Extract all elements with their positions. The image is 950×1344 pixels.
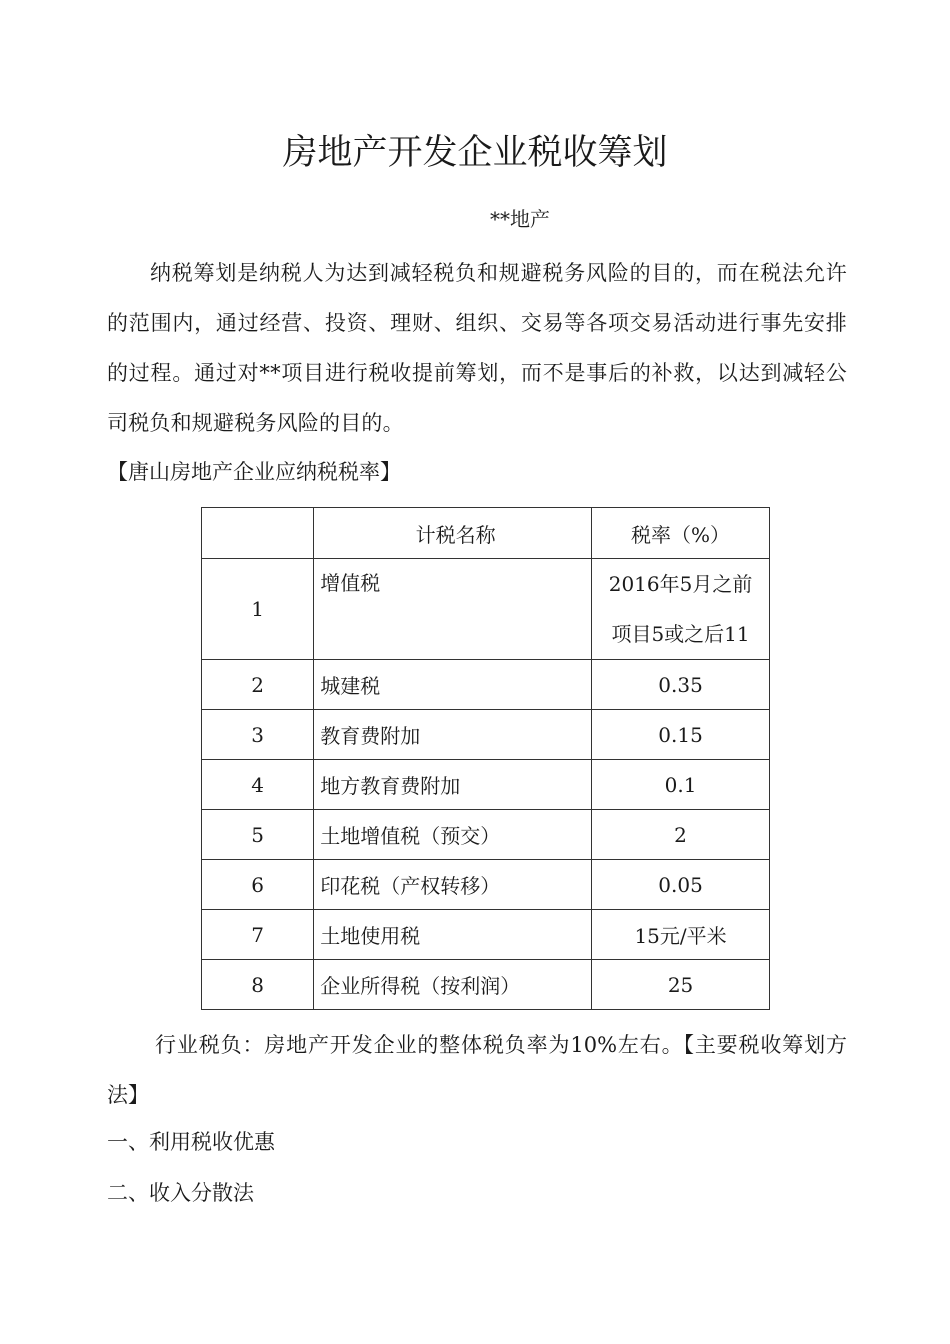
table-cell-tax-rate: 0.35 <box>592 660 770 710</box>
table-row <box>202 710 770 760</box>
table-cell-tax-name: 城建税 <box>314 660 592 710</box>
table-cell-number: 4 <box>202 760 314 810</box>
table-row <box>202 660 770 710</box>
table-header-tax-rate: 税率（%） <box>592 508 770 559</box>
table-cell-number: 5 <box>202 810 314 860</box>
table-cell-tax-name: 企业所得税（按利润） <box>314 960 592 1010</box>
table-cell-tax-rate: 25 <box>592 960 770 1010</box>
table-cell-tax-rate: 0.05 <box>592 860 770 910</box>
table-cell-tax-rate: 15元/平米 <box>592 910 770 960</box>
intro-paragraph: 纳税筹划是纳税人为达到减轻税负和规避税务风险的目的，而在税法允许的范围内，通过经营、投资、理财、组织、交易等各项交易活动进行事先安排的过程。通过对**项目进行税收提前筹划，而不是事后的补救，以达到减轻公司税负和规避税务风险的目的。 <box>107 261 847 435</box>
table-row <box>202 960 770 1010</box>
table-cell-tax-rate: 0.1 <box>592 760 770 810</box>
table-row <box>202 860 770 910</box>
rate-line-after: 项目5或之后11 <box>611 622 750 646</box>
table-cell-tax-rate: 2 <box>592 810 770 860</box>
table-cell-number: 3 <box>202 710 314 760</box>
tax-rate-table <box>201 507 770 1010</box>
table-header-tax-name: 计税名称 <box>314 508 592 559</box>
table-cell-tax-name: 增值税 <box>314 559 592 660</box>
section-heading-tax-rates: 【唐山房地产企业应纳税税率】 <box>107 460 401 484</box>
table-cell-number: 2 <box>202 660 314 710</box>
table-cell-tax-rate <box>592 559 770 660</box>
table-row <box>202 910 770 960</box>
table-row <box>202 810 770 860</box>
rate-line-before: 2016年5月之前 <box>608 572 753 596</box>
table-header-row <box>202 508 770 559</box>
method-item-tax-incentives: 一、利用税收优惠 <box>107 1130 275 1154</box>
table-cell-tax-name: 印花税（产权转移） <box>314 860 592 910</box>
table-row <box>202 559 770 660</box>
table-cell-tax-rate: 0.15 <box>592 710 770 760</box>
table-cell-tax-name: 土地增值税（预交） <box>314 810 592 860</box>
table-cell-number: 1 <box>202 559 314 660</box>
table-row <box>202 760 770 810</box>
table-cell-tax-name: 教育费附加 <box>314 710 592 760</box>
table-cell-number: 7 <box>202 910 314 960</box>
table-cell-number: 6 <box>202 860 314 910</box>
industry-burden-paragraph: 行业税负：房地产开发企业的整体税负率为10%左右。【主要税收筹划方法】 <box>107 1033 847 1107</box>
table-cell-number: 8 <box>202 960 314 1010</box>
method-item-income-dispersion: 二、收入分散法 <box>107 1181 254 1205</box>
document-author: **地产 <box>490 207 550 231</box>
table-cell-tax-name: 地方教育费附加 <box>314 760 592 810</box>
table-header-number <box>202 508 314 559</box>
document-title: 房地产开发企业税收筹划 <box>282 133 668 173</box>
table-cell-tax-name: 土地使用税 <box>314 910 592 960</box>
